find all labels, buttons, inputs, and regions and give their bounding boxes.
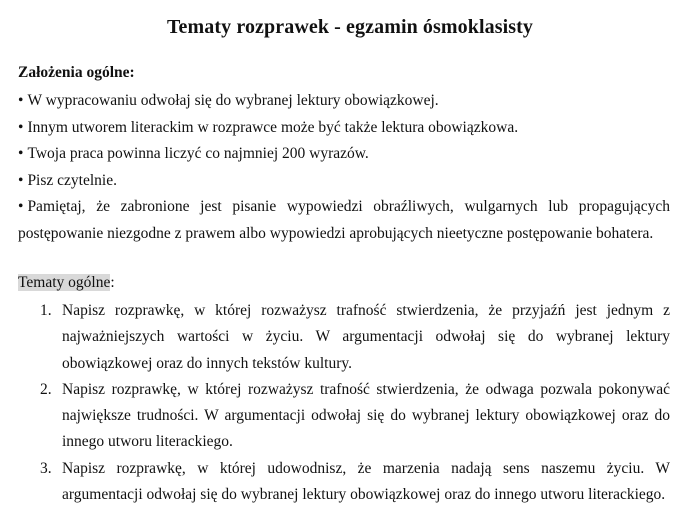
assumptions-heading: Założenia ogólne: (18, 64, 135, 81)
topic-text: Napisz rozprawkę, w której rozważysz trafność stwierdzenia, że odwaga pozwala pokonywać największe trudności. W argumentacji odwołaj się do wybranej lektury obowiązkowej oraz do innego utworu literackiego. (62, 380, 670, 451)
assumption-text: Pisz czytelnie. (27, 171, 117, 189)
topics-list (18, 298, 670, 508)
topic-text: Napisz rozprawkę, w której rozważysz trafność stwierdzenia, że przyjaźń jest jednym z najważniejszych wartości w życiu. W argumentacji odwołaj się do wybranej lektury obowiązkowej oraz do innych tekstów kultury. (62, 302, 670, 372)
topic-number: 3. (40, 459, 52, 477)
document-title: Tematy rozprawek - egzamin ósmoklasisty (166, 16, 534, 38)
assumption-text: Innym utworem literackim w rozprawce może być także lektura obowiązkowa. (27, 118, 519, 136)
assumption-text: W wypracowaniu odwołaj się do wybranej lektury obowiązkowej. (27, 92, 439, 109)
bullet-icon: • (18, 118, 24, 136)
topic-item (18, 456, 670, 509)
assumption-text: Twoja praca powinna liczyć co najmniej 200 wyrazów. (27, 145, 369, 162)
assumption-item (18, 141, 670, 168)
topics-heading (18, 272, 115, 294)
assumption-text: Pamiętaj, że zabronione jest pisanie wypowiedzi obraźliwych, wulgarnych lub propagujących postępowanie niezgodne z prawem albo wypowiedzi aprobujących nieetyczne postępowanie bohatera. (18, 198, 670, 242)
assumption-item (18, 194, 670, 247)
topics-heading-colon: : (110, 274, 115, 291)
assumption-item (18, 168, 670, 195)
bullet-icon: • (18, 145, 24, 162)
assumption-item (18, 88, 670, 115)
topic-number: 2. (40, 380, 52, 398)
topic-number: 1. (40, 302, 52, 319)
assumption-item (18, 115, 670, 142)
assumptions-list (18, 88, 670, 247)
bullet-icon: • (18, 92, 24, 109)
topic-item (18, 377, 670, 456)
topic-text: Napisz rozprawkę, w której udowodnisz, że marzenia nadają sens naszemu życiu. W argumentacji odwołaj się do wybranej lektury obowiązkowej oraz do innego utworu literackiego. (62, 459, 670, 504)
topic-item (18, 298, 670, 377)
bullet-icon: • (18, 171, 24, 189)
bullet-icon: • (18, 198, 24, 215)
topics-heading-highlight: Tematy ogólne (18, 274, 111, 291)
